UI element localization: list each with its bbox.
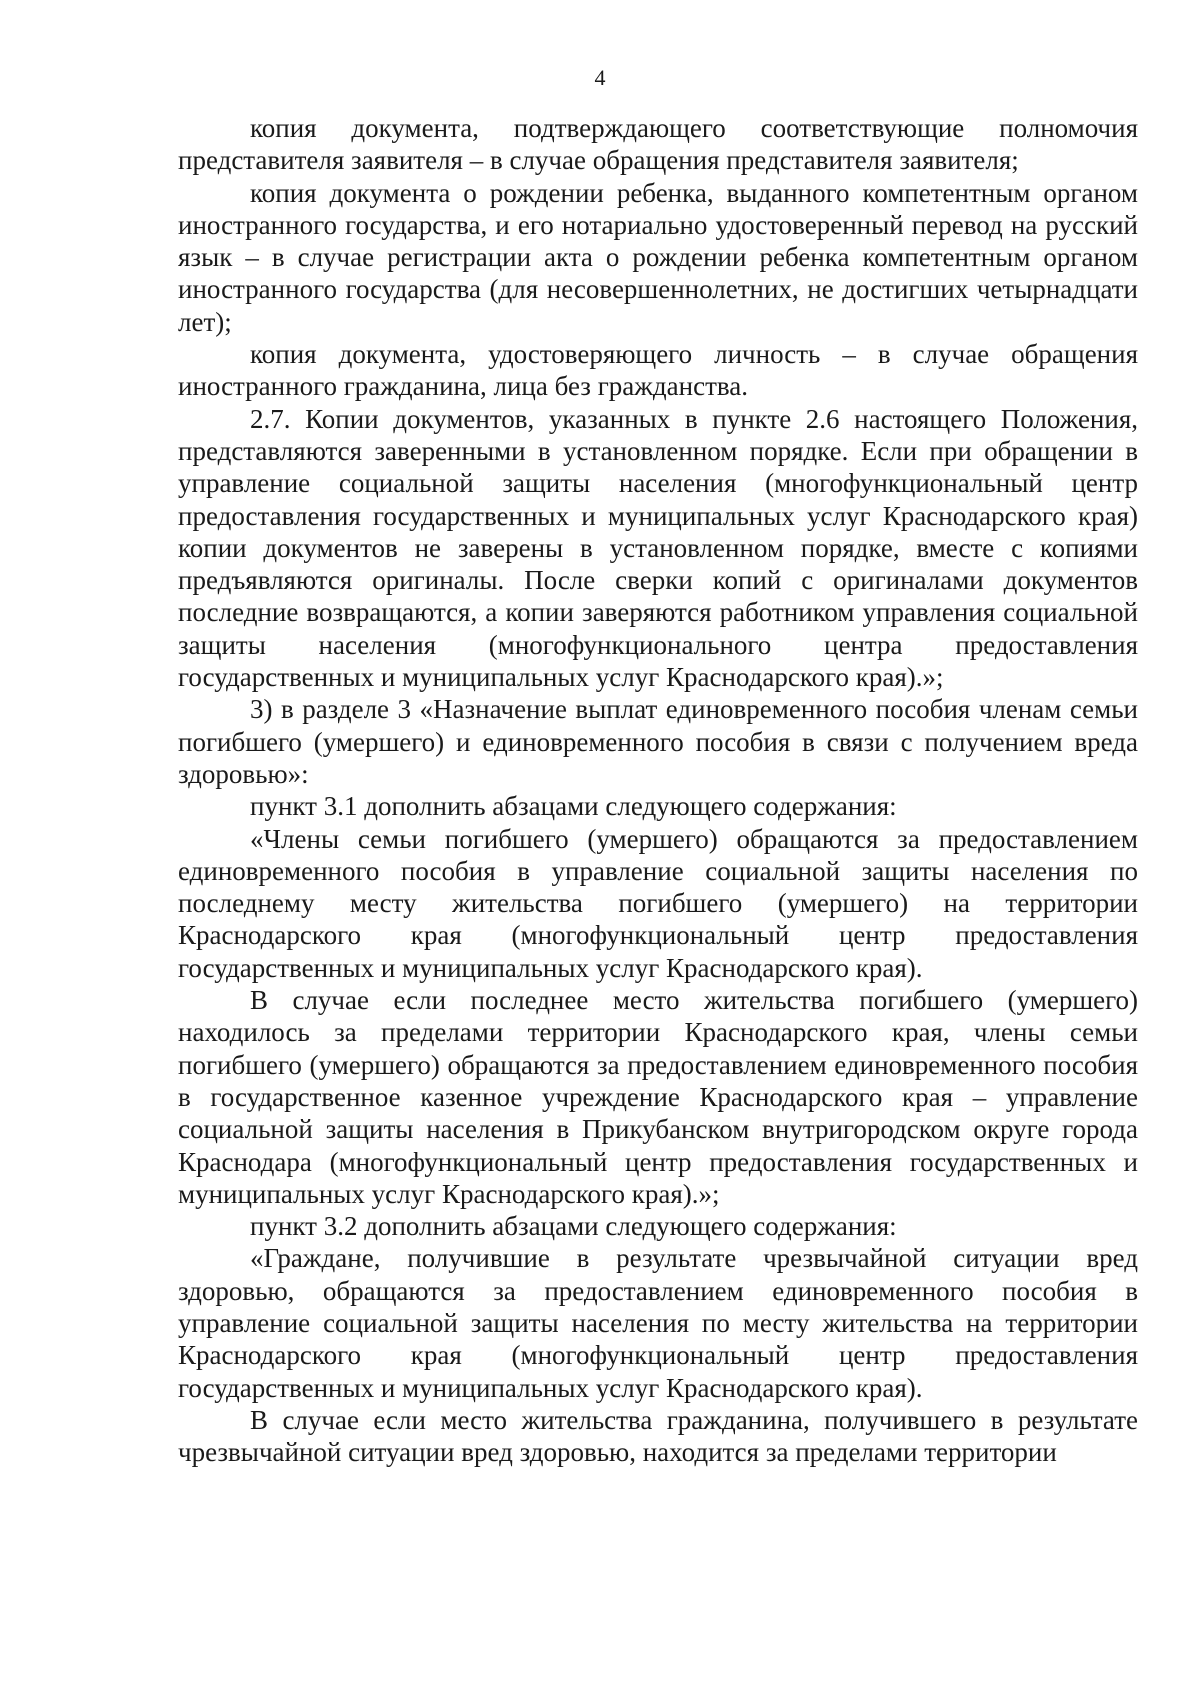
document-body	[178, 112, 1138, 1468]
paragraph: пункт 3.1 дополнить абзацами следующего содержания:	[250, 791, 897, 822]
paragraph: «Члены семьи погибшего (умершего) обращаются за предоставлением единовременного пособия в управление социальной защиты населения по последнему месту жительства погибшего (умершего) на территории Краснодарского края (многофункциональный центр предоставления государственных и муниципальных услуг Краснодарского края).	[178, 823, 1138, 983]
paragraph: 3) в разделе 3 «Назначение выплат единовременного пособия членам семьи погибшего (умершего) и единовременного пособия в связи с получением вреда здоровью»:	[178, 694, 1138, 789]
paragraph: пункт 3.2 дополнить абзацами следующего содержания:	[250, 1211, 897, 1242]
paragraph: копия документа, удостоверяющего личность – в случае обращения иностранного гражданина, лица без гражданства.	[178, 339, 1138, 402]
paragraph: В случае если последнее место жительства погибшего (умершего) находилось за пределами территории Краснодарского края, члены семьи погибшего (умершего) обращаются за предоставлением единовременного пособия в государственное казенное учреждение Краснодарского края – управление социальной защиты населения в Прикубанском внутригородском округе города Краснодара (многофункциональный центр предоставления государственных и муниципальных услуг Краснодарского края).»;	[178, 985, 1138, 1209]
paragraph: «Граждане, получившие в результате чрезвычайной ситуации вред здоровью, обращаются за предоставлением единовременного пособия в управление социальной защиты населения по месту жительства на территории Краснодарского края (многофункциональный центр предоставления государственных и муниципальных услуг Краснодарского края).	[178, 1243, 1138, 1403]
paragraph: копия документа о рождении ребенка, выданного компетентным органом иностранного государства, и его нотариально удостоверенный перевод на русский язык – в случае регистрации акта о рождении ребенка компетентным органом иностранного государства (для несовершеннолетних, не достигших четырнадцати лет);	[178, 177, 1138, 337]
paragraph: В случае если место жительства гражданина, получившего в результате чрезвычайной ситуации вред здоровью, находится за пределами территории	[178, 1404, 1138, 1468]
paragraph: 2.7. Копии документов, указанных в пункте 2.6 настоящего Положения, представляются заверенными в установленном порядке. Если при обращении в управление социальной защиты населения (многофункциональный центр предоставления государственных и муниципальных услуг Краснодарского края) копии документов не заверены в установленном порядке, вместе с копиями предъявляются оригиналы. После сверки копий с оригиналами документов последние возвращаются, а копии заверяются работником управления социальной защиты населения (многофункционального центра предоставления государственных и муниципальных услуг Краснодарского края).»;	[178, 403, 1138, 693]
page-number: 4	[594, 65, 606, 90]
paragraph: копия документа, подтверждающего соответствующие полномочия представителя заявителя – в случае обращения представителя заявителя;	[178, 113, 1138, 176]
